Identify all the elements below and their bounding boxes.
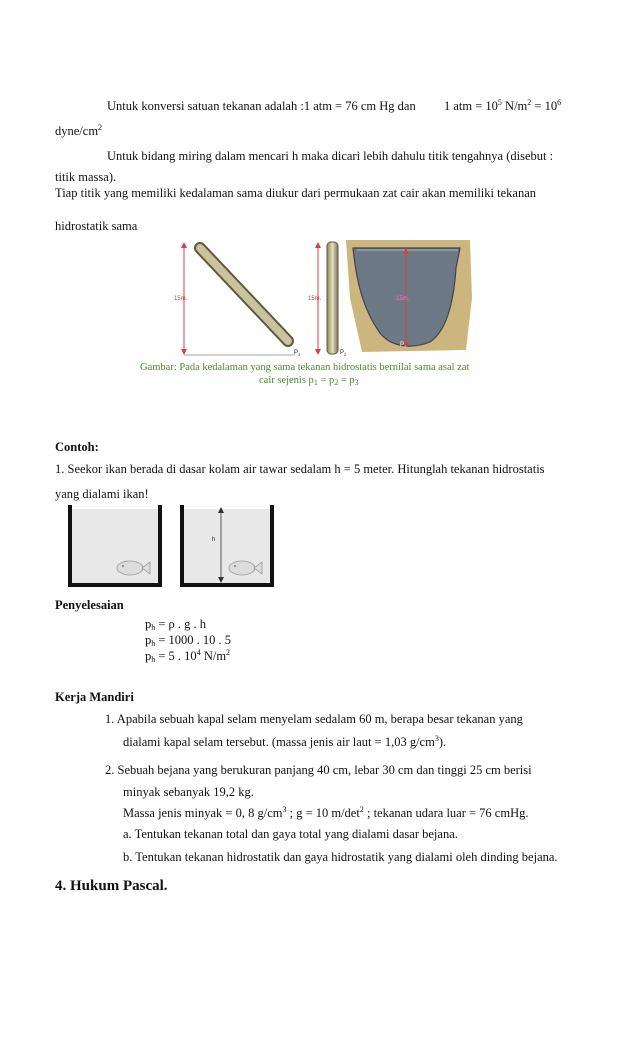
exercise-1-line-2: dialami kapal selam tersebut. (massa jenis air laut = 1,03 $g/cm^3$). xyxy=(123,734,447,749)
intro-line-6: hidrostatik sama xyxy=(55,219,138,233)
exercise-2-line-3: Massa jenis minyak = 0, 8 $g/cm^3$ ; g = 10 $m/\det^2$ ; tekanan udara luar = 76 cmHg. xyxy=(123,805,529,820)
intro-line-2: dyne/$cm^2$ xyxy=(55,123,103,138)
depth-label-1: 15m. xyxy=(174,296,188,302)
solution-heading: Penyelesaian xyxy=(55,598,124,612)
pool-right xyxy=(180,505,274,587)
p2-label: $P_2$ xyxy=(340,350,347,357)
intro-line-1: Untuk konversi satuan tekanan adalah :1 atm = 76 cm Hg dan xyxy=(107,99,416,113)
exercise-2-line-1: 2. Sebuah bejana yang berukuran panjang 40 cm, lebar 30 cm dan tinggi 25 cm berisi xyxy=(105,763,532,777)
pool-left xyxy=(68,505,162,587)
p3-label: $P_3$ xyxy=(294,350,301,357)
example-question-line-2: yang dialami ikan! xyxy=(55,487,149,501)
p1-label: $P_1$ xyxy=(400,342,407,349)
exercise-2a: a. Tentukan tekanan total dan gaya total yang dialami dasar bejana. xyxy=(123,827,458,841)
lake-basin xyxy=(346,240,472,352)
figure-caption-line-2: cair sejenis $p_1 = p_2 = p_3$ xyxy=(259,375,359,387)
solution-eq-3: $p_h = 5$ . $10^4$ $N/m^2$ xyxy=(145,648,231,664)
exercise-2-line-2: minyak sebanyak 19,2 kg. xyxy=(123,785,254,799)
depth-label-2: 15m. xyxy=(308,296,322,302)
intro-line-5: Tiap titik yang memiliki kedalaman sama diukur dari permukaan zat cair akan memiliki tekanan xyxy=(55,186,536,200)
hydrostatic-figure xyxy=(170,238,480,360)
depth-label-3: 15m. xyxy=(396,296,410,302)
inclined-pipe xyxy=(200,248,288,341)
intro-line-3: Untuk bidang miring dalam mencari h maka dicari lebih dahulu titik tengahnya (disebut : xyxy=(107,149,554,163)
intro-line-1-formula: 1 atm = $10^5$ $N/m^2 = 10^6$ xyxy=(444,98,562,113)
intro-line-4: titik massa). xyxy=(55,170,117,184)
example-question-line-1: 1. Seekor ikan berada di dasar kolam air tawar sedalam h = 5 meter. Hitunglah tekanan hidrostatis xyxy=(55,462,545,476)
exercise-2b: b. Tentukan tekanan hidrostatik dan gaya hidrostatik yang dialami oleh dinding bejana. xyxy=(123,850,558,864)
fish-pool-figure xyxy=(66,505,278,589)
solution-eq-1: $p_h = \rho$ . g . h xyxy=(145,617,207,632)
vertical-pipe xyxy=(327,242,338,354)
exercise-1-line-1: 1. Apabila sebuah kapal selam menyelam sedalam 60 m, berapa besar tekanan yang xyxy=(105,712,523,726)
figure-caption-line-1: Gambar: Pada kedalaman yang sama tekanan hidrostatis bernilai sama asal zat xyxy=(140,362,470,373)
exercise-heading: Kerja Mandiri xyxy=(55,690,134,704)
solution-eq-2: $p_h = 1000$ . 10 . 5 xyxy=(145,633,232,648)
example-heading: Contoh: xyxy=(55,440,99,454)
section-4-heading: 4. Hukum Pascal. xyxy=(55,878,168,894)
depth-h-label: h xyxy=(212,537,216,543)
